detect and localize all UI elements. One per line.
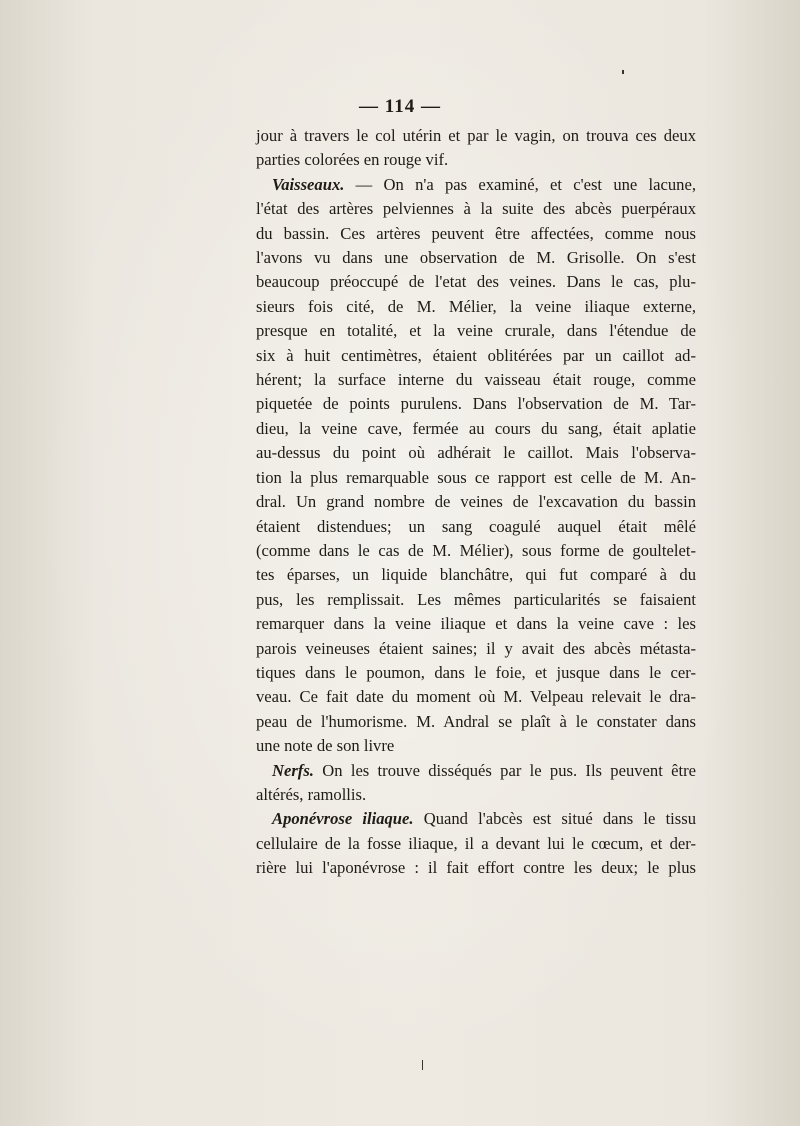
text-line: dieu, la veine cave, fermée au cours du sang, était aplatie	[256, 418, 696, 438]
section-heading-aponevrose: Aponévrose iliaque.	[272, 809, 414, 829]
text-line-rest: — On n'a pas examiné, et c'est une lacune,	[344, 174, 696, 194]
text-line	[256, 173, 696, 197]
text-line: altérés, ramollis.	[256, 784, 367, 804]
text-line: presque en totalité, et la veine crurale, dans l'étendue de	[256, 321, 696, 341]
text-line: peau de l'humorisme. M. Andral se plaît à le constater dans	[256, 711, 696, 731]
text-line: six à huit centimètres, étaient oblitérées par un caillot ad-	[256, 345, 696, 365]
ink-speck	[422, 1060, 423, 1070]
text-line: jour à travers le col utérin et par le vagin, on trouva ces deux	[256, 126, 696, 145]
text-line: veau. Ce fait date du moment où M. Velpeau relevait le dra-	[256, 687, 696, 707]
text-line: piquetée de points purulens. Dans l'observation de M. Tar-	[256, 394, 696, 414]
text-line	[256, 807, 696, 831]
text-line: au-dessus du point où adhérait le caillot. Mais l'observa-	[256, 443, 696, 463]
text-line	[256, 759, 696, 783]
text-line: tiques dans le poumon, dans le foie, et jusque dans le cer-	[256, 662, 696, 682]
text-line: pus, les remplissait. Les mêmes particularités se faisaient	[256, 589, 696, 609]
text-line: dral. Un grand nombre de veines de l'excavation du bassin	[256, 492, 696, 512]
text-line: beaucoup préoccupé de l'etat des veines. Dans le cas, plu-	[256, 272, 696, 292]
text-line: l'état des artères pelviennes à la suite des abcès puerpéraux	[256, 199, 696, 219]
text-line: tion la plus remarquable sous ce rapport est celle de M. An-	[256, 467, 696, 487]
section-heading-vaisseaux: Vaisseaux.	[272, 174, 345, 194]
text-line: parties colorées en rouge vif.	[256, 150, 449, 170]
text-line: (comme dans le cas de M. Mélier), sous forme de goultelet-	[256, 540, 696, 560]
paragraph-aponevrose	[256, 807, 696, 880]
section-heading-nerfs: Nerfs.	[272, 760, 314, 780]
text-line: parois veineuses étaient saines; il y avait des abcès métasta-	[256, 638, 696, 658]
text-line: rière lui l'aponévrose : il fait effort contre les deux; le plus	[256, 858, 696, 878]
text-line: l'avons vu dans une observation de M. Grisolle. On s'est	[256, 248, 696, 268]
text-line: du bassin. Ces artères peuvent être affectées, comme nous	[256, 223, 696, 243]
ink-speck	[622, 70, 624, 74]
text-line: cellulaire de la fosse iliaque, il a devant lui le cœcum, et der-	[256, 833, 696, 853]
text-line-rest: Quand l'abcès est situé dans le tissu	[413, 809, 697, 829]
page-number: — 114 —	[359, 96, 441, 117]
paragraph-nerfs	[256, 759, 696, 808]
text-line: hérent; la surface interne du vaisseau était rouge, comme	[256, 370, 696, 390]
text-line: remarquer dans la veine iliaque et dans la veine cave : les	[256, 614, 696, 634]
text-line: étaient distendues; un sang coagulé auquel était mêlé	[256, 516, 696, 536]
text-line: sieurs fois cité, de M. Mélier, la veine iliaque externe,	[256, 296, 696, 316]
text-line-rest: On les trouve disséqués par le pus. Ils peuvent être	[313, 760, 696, 780]
paragraph-vaisseaux	[256, 173, 696, 759]
text-line: tes éparses, un liquide blanchâtre, qui fut comparé à du	[256, 565, 696, 585]
text-line: une note de son livre	[256, 736, 395, 756]
body-text	[256, 124, 696, 881]
paragraph-uterus	[256, 124, 696, 173]
